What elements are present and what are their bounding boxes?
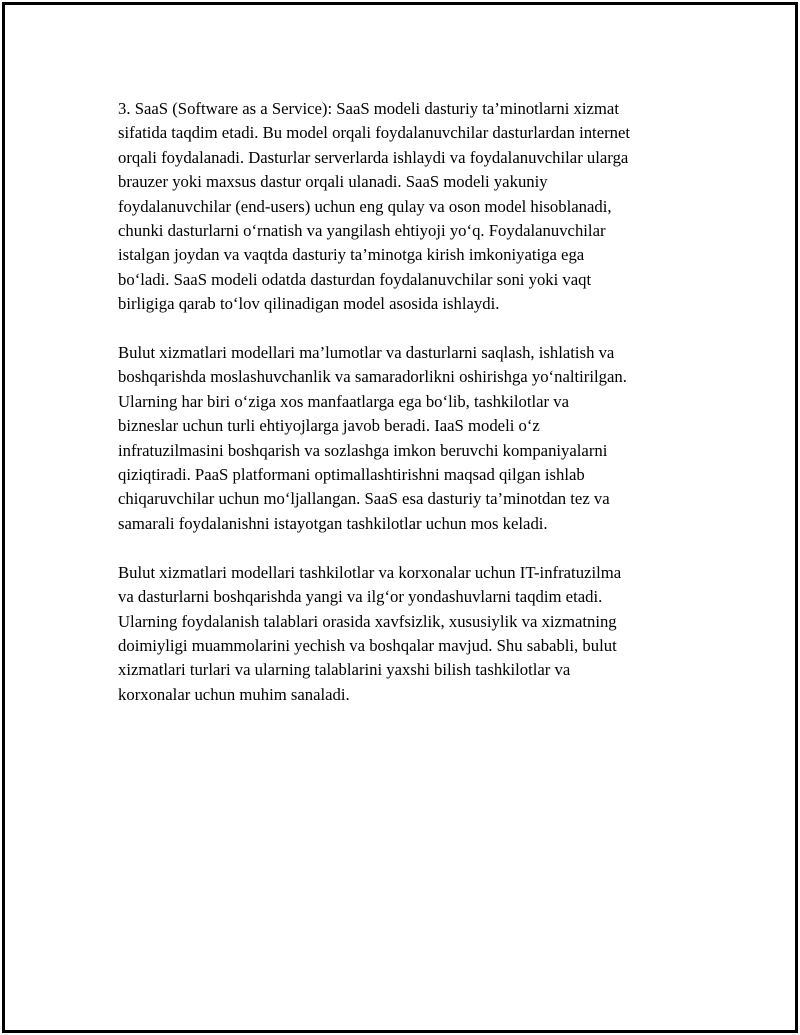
text-line: birligiga qarab toʻlov qilinadigan model asosida ishlaydi.: [118, 294, 500, 314]
paragraph-saas: [118, 97, 718, 317]
paragraph-cloud-models: [118, 341, 718, 536]
text-line: samarali foydalanishni istayotgan tashkilotlar uchun mos keladi.: [118, 513, 548, 533]
text-line: boshqarishda moslashuvchanlik va samaradorlikni oshirishga yoʻnaltirilgan.: [118, 367, 627, 387]
text-line: Ularning foydalanish talablari orasida xavfsizlik, xususiylik va xizmatning: [118, 611, 617, 631]
document-body: [118, 97, 718, 732]
text-line: Bulut xizmatlari modellari tashkilotlar va korxonalar uchun IT-infratuzilma: [118, 562, 622, 582]
text-line: boʻladi. SaaS modeli odatda dasturdan foydalanuvchilar soni yoki vaqt: [118, 269, 592, 289]
text-line: xizmatlari turlari va ularning talablarini yaxshi bilish tashkilotlar va: [118, 660, 571, 680]
text-line: va dasturlarni boshqarishda yangi va ilgʻor yondashuvlarni taqdim etadi.: [118, 587, 603, 607]
text-line: brauzer yoki maxsus dastur orqali ulanadi. SaaS modeli yakuniy: [118, 172, 548, 192]
text-line: doimiyligi muammolarini yechish va boshqalar mavjud. Shu sababli, bulut: [118, 635, 617, 655]
text-line: Bulut xizmatlari modellari ma’lumotlar va dasturlarni saqlash, ishlatish va: [118, 343, 615, 363]
page-frame: [2, 2, 798, 1033]
text-line: infratuzilmasini boshqarish va sozlashga imkon beruvchi kompaniyalarni: [118, 440, 608, 460]
text-line: chunki dasturlarni oʻrnatish va yangilash ehtiyoji yoʻq. Foydalanuvchilar: [118, 221, 606, 241]
paragraph-conclusion: [118, 561, 718, 707]
text-line: orqali foydalanadi. Dasturlar serverlarda ishlaydi va foydalanuvchilar ularga: [118, 147, 629, 167]
text-line: sifatida taqdim etadi. Bu model orqali foydalanuvchilar dasturlardan internet: [118, 123, 631, 143]
text-line: korxonalar uchun muhim sanaladi.: [118, 684, 350, 704]
text-line: Ularning har biri oʻziga xos manfaatlarga ega boʻlib, tashkilotlar va: [118, 391, 570, 411]
text-line: 3. SaaS (Software as a Service): SaaS modeli dasturiy ta’minotlarni xizmat: [118, 99, 619, 118]
text-line: bizneslar uchun turli ehtiyojlarga javob beradi. IaaS modeli oʻz: [118, 416, 540, 436]
text-line: chiqaruvchilar uchun moʻljallangan. SaaS esa dasturiy ta’minotdan tez va: [118, 489, 610, 509]
text-line: qiziqtiradi. PaaS platformani optimallashtirishni maqsad qilgan ishlab: [118, 465, 585, 485]
text-line: istalgan joydan va vaqtda dasturiy ta’minotga kirish imkoniyatiga ega: [118, 245, 585, 265]
text-line: foydalanuvchilar (end-users) uchun eng qulay va oson model hisoblanadi,: [118, 196, 612, 216]
